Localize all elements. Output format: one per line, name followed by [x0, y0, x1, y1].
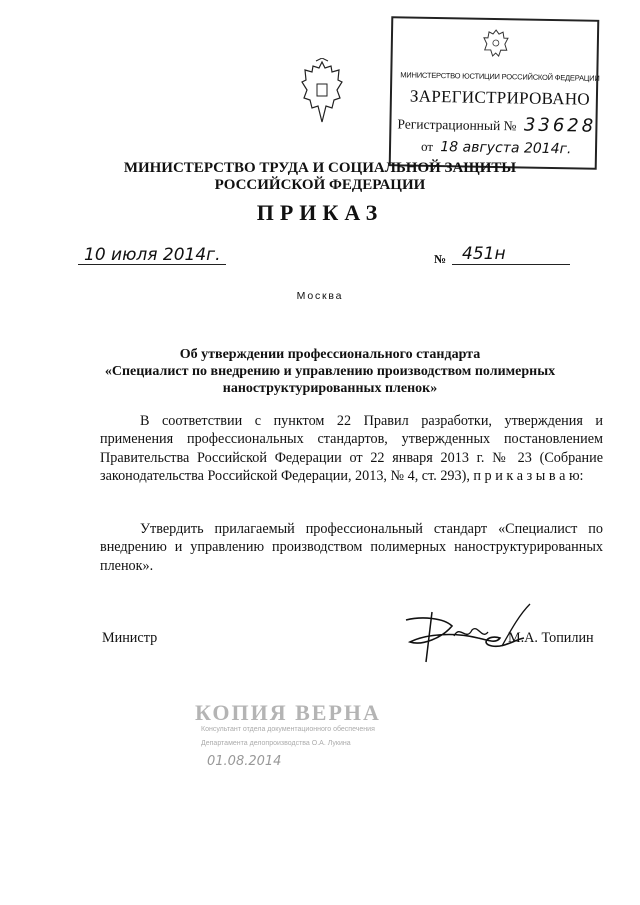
eagle-emblem-small-icon [481, 26, 512, 61]
body-paragraph-1: В соответствии с пунктом 22 Правил разработки, утверждения и применения профессиональных стандартов, утвержденных постановлением Правительства Российской Федерации от 22 января 2013 г. № 23 (Собрание законодательства Российской Федерации, 2013, № 4, ст. 293), п р и к а з ы в а ю: [100, 413, 603, 485]
stamp-date-value: 18 августа 2014г. [440, 139, 572, 158]
subject-line3: наноструктурированных пленок» [222, 381, 438, 396]
registration-stamp [389, 16, 600, 170]
copy-stamp-title: КОПИЯ ВЕРНА [195, 700, 381, 725]
body-paragraph-2: Утвердить прилагаемый профессиональный стандарт «Специалист по внедрению и управлению производством полимерных наноструктурированных пленок». [100, 521, 603, 574]
stamp-date-row [421, 139, 572, 158]
subject-line1: Об утверждении профессионального стандарта [179, 347, 481, 362]
ministry-title-line2: РОССИЙСКОЙ ФЕДЕРАЦИИ [214, 177, 426, 193]
copy-stamp-line2: Департамента делопроизводства О.А. Лукина [201, 740, 351, 747]
copy-stamp-date: 01.08.2014 [207, 754, 282, 769]
stamp-status: ЗАРЕГИСТРИРОВАНО [409, 86, 591, 109]
number-underline [452, 264, 570, 265]
subject-line2: «Специалист по внедрению и управлению производством полимерных [104, 364, 556, 379]
date-underline [78, 264, 226, 265]
signer-position: Министр [102, 630, 158, 646]
stamp-number-value: 33628 [523, 114, 597, 137]
order-number: 451н [462, 244, 506, 264]
ministry-title-line1: МИНИСТЕРСТВО ТРУДА И СОЦИАЛЬНОЙ ЗАЩИТЫ [123, 160, 517, 176]
document-type: ПРИКАЗ [256, 200, 384, 225]
stamp-ministry: МИНИСТЕРСТВО ЮСТИЦИИ РОССИЙСКОЙ ФЕДЕРАЦИИ [400, 70, 600, 83]
coat-of-arms-icon [300, 58, 344, 128]
number-label: № [434, 252, 447, 266]
order-subject [100, 346, 560, 397]
ministry-title [0, 160, 640, 194]
stamp-date-label: от [420, 138, 434, 154]
stamp-number-label: Регистрационный № [397, 116, 517, 134]
copy-stamp-line1: Консультант отдела документационного обеспечения [201, 726, 375, 733]
stamp-number-row [397, 112, 596, 136]
place: Москва [296, 290, 344, 302]
order-date: 10 июля 2014г. [84, 245, 221, 265]
copy-stamp [195, 700, 405, 780]
signer-name: М.А. Топилин [508, 630, 594, 646]
